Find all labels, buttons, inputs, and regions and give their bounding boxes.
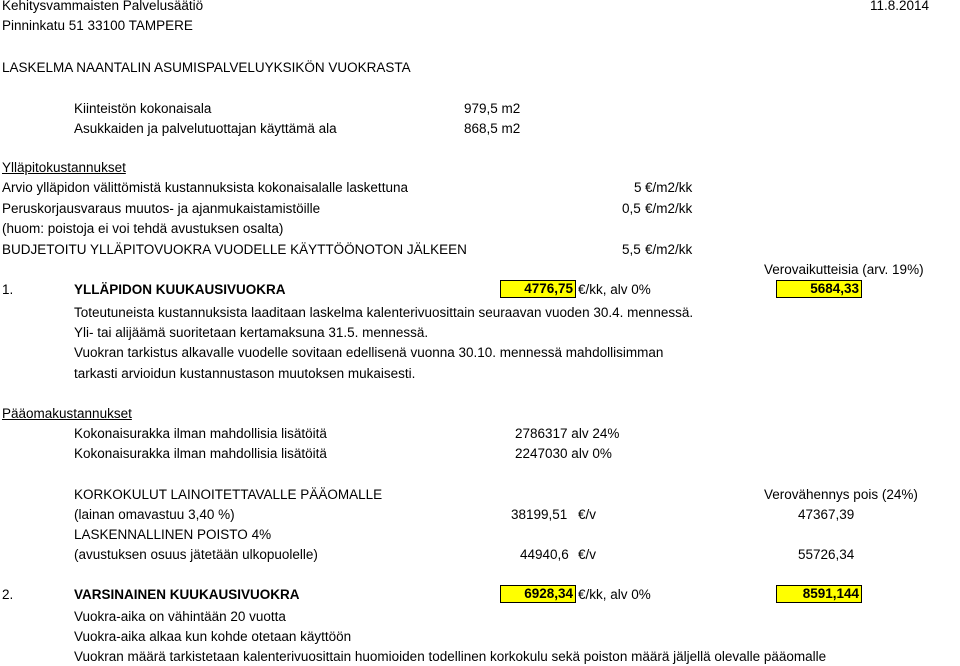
- rent1-label: YLLÄPIDON KUUKAUSIVUOKRA: [74, 282, 286, 297]
- area-total-value: 979,5 m2: [464, 101, 521, 116]
- rent1-note3: Vuokran tarkistus alkavalle vuodelle sovitaan edellisenä vuonna 30.10. mennessä mahdollisimman: [74, 345, 664, 360]
- depreciation-label: LASKENNALLINEN POISTO 4%: [74, 527, 272, 542]
- maintenance-row1-value: 5: [634, 180, 642, 195]
- area-total-label: Kiinteistön kokonaisala: [74, 101, 212, 116]
- capital-row2-value: 2247030 alv 0%: [515, 446, 612, 461]
- rent1-note1: Toteutuneista kustannuksista laaditaan laskelma kalenterivuosittain seuraavan vuoden 30.4. mennessä.: [74, 305, 694, 320]
- rent1-number: 1.: [2, 282, 14, 297]
- document-date: 11.8.2014: [870, 0, 930, 13]
- capital-row2-label: Kokonaisurakka ilman mahdollisia lisätöitä: [74, 446, 327, 461]
- tax-deduction-note: Verovähennys pois (24%): [764, 487, 918, 502]
- interest-gross: 47367,39: [798, 507, 855, 522]
- rent2-amount: 6928,34: [500, 585, 576, 603]
- interest-label: KORKOKULUT LAINOITETTAVALLE PÄÄOMALLE: [74, 487, 383, 502]
- depreciation-sub: (avustuksen osuus jätetään ulkopuolelle): [74, 547, 318, 562]
- rent2-label: VARSINAINEN KUUKAUSIVUOKRA: [74, 587, 300, 602]
- org-address: Pinninkatu 51 33100 TAMPERE: [2, 18, 193, 33]
- maintenance-row3-label: (huom: poistoja ei voi tehdä avustuksen osalta): [2, 221, 284, 236]
- interest-value: 38199,51: [511, 507, 568, 522]
- maintenance-row1-unit: €/m2/kk: [645, 180, 693, 195]
- rent1-vat-amount: 5684,33: [776, 280, 862, 298]
- rent2-note3: Vuokran määrä tarkistetaan kalenterivuosittain huomioiden todellinen korkokulu sekä poiston määrä jäljellä olevalle pääomalle: [74, 649, 827, 664]
- capital-row1-label: Kokonaisurakka ilman mahdollisia lisätöitä: [74, 426, 327, 441]
- maintenance-row2-unit: €/m2/kk: [645, 201, 693, 216]
- vat-note: Verovaikutteisia (arv. 19%): [764, 262, 924, 277]
- maintenance-row4-unit: €/m2/kk: [645, 242, 693, 257]
- rent1-amount: 4776,75: [500, 280, 576, 298]
- maintenance-heading: Ylläpitokustannukset: [2, 160, 126, 175]
- area-used-label: Asukkaiden ja palvelutuottajan käyttämä ala: [74, 121, 337, 136]
- depreciation-value: 44940,6: [520, 547, 569, 562]
- maintenance-row4-label: BUDJETOITU YLLÄPITOVUOKRA VUODELLE KÄYTTÖÖNOTON JÄLKEEN: [2, 242, 467, 257]
- rent2-note1: Vuokra-aika on vähintään 20 vuotta: [74, 609, 286, 624]
- rent1-note2: Yli- tai alijäämä suoritetaan kertamaksuna 31.5. mennessä.: [74, 325, 429, 340]
- interest-sub: (lainan omavastuu 3,40 %): [74, 507, 235, 522]
- rent2-number: 2.: [2, 587, 14, 602]
- maintenance-row2-value: 0,5: [622, 201, 641, 216]
- interest-unit: €/v: [578, 507, 597, 522]
- depreciation-gross: 55726,34: [798, 547, 855, 562]
- area-used-value: 868,5 m2: [464, 121, 521, 136]
- capital-heading: Pääomakustannukset: [2, 406, 132, 421]
- rent1-unit: €/kk, alv 0%: [578, 282, 651, 297]
- maintenance-row2-label: Peruskorjausvaraus muutos- ja ajanmukaistamistöille: [2, 201, 321, 216]
- rent1-note4: tarkasti arvioidun kustannustason muutoksen mukaisesti.: [74, 366, 416, 381]
- rent2-note2: Vuokra-aika alkaa kun kohde otetaan käyttöön: [74, 629, 352, 644]
- page-title: LASKELMA NAANTALIN ASUMISPALVELUYKSIKÖN VUOKRASTA: [2, 60, 411, 75]
- maintenance-row4-value: 5,5: [622, 242, 641, 257]
- rent2-unit: €/kk, alv 0%: [578, 587, 651, 602]
- depreciation-unit: €/v: [578, 547, 597, 562]
- capital-row1-value: 2786317 alv 24%: [515, 426, 620, 441]
- org-name: Kehitysvammaisten Palvelusäätiö: [2, 0, 204, 13]
- rent2-vat-amount: 8591,144: [776, 585, 862, 603]
- maintenance-row1-label: Arvio ylläpidon välittömistä kustannuksista kokonaisalalle laskettuna: [2, 180, 408, 195]
